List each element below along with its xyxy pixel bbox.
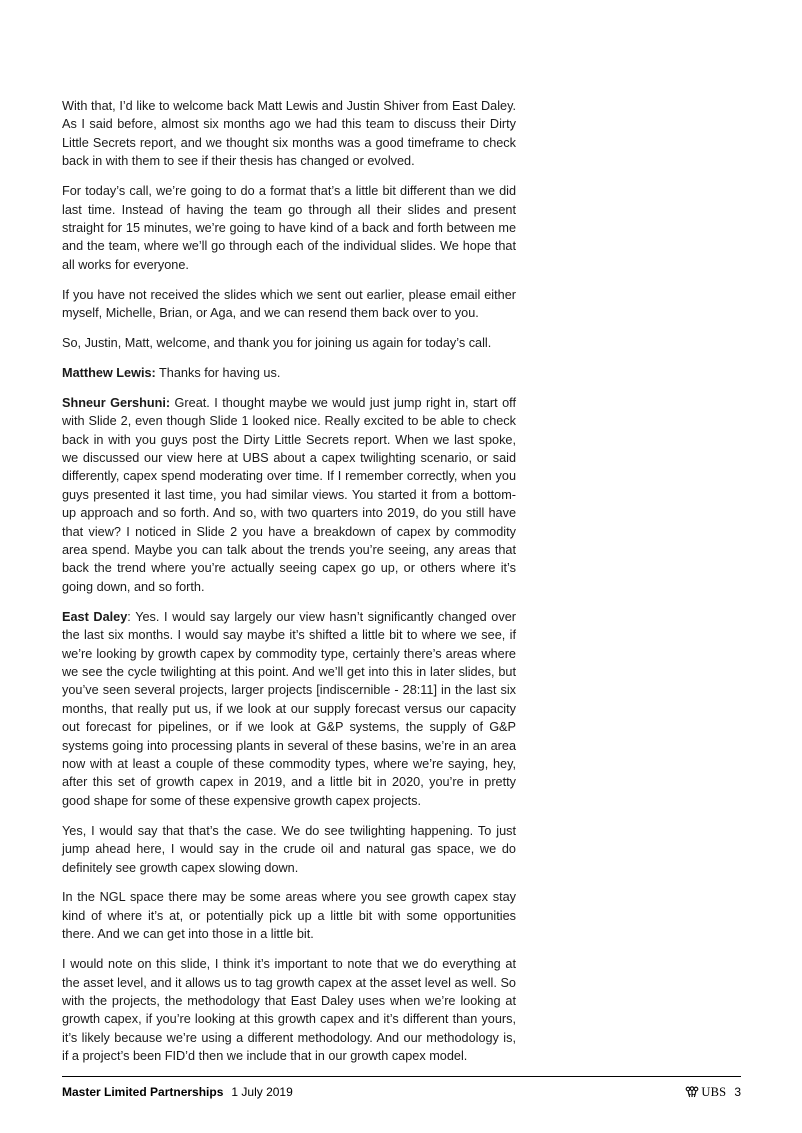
footer-date: 1 July 2019 [231, 1085, 293, 1099]
speaker-name: Matthew Lewis: [62, 365, 156, 380]
page-number: 3 [734, 1085, 741, 1099]
speaker-name: Shneur Gershuni: [62, 395, 171, 410]
paragraph [62, 608, 516, 810]
footer-right [685, 1083, 741, 1101]
ubs-logo-text: UBS [701, 1085, 727, 1099]
footer-report-title: Master Limited Partnerships [62, 1085, 224, 1099]
paragraph-text: For today’s call, we’re going to do a format that’s a little bit different than we did last time. Instead of having the team go through all their slides and present straight for 15 minutes, we’re going to have kind of a back and forth between me and the team, where we’ll go through each of the individual slides. We hope that all works for everyone. [62, 184, 516, 272]
paragraph-text: In the NGL space there may be some areas where you see growth capex stay kind of where it’s at, or potentially pick up a little bit with some opportunities there. And we can get into those in a little bit. [62, 890, 516, 942]
document-body [62, 97, 516, 1077]
paragraph [62, 394, 516, 596]
paragraph [62, 182, 516, 274]
paragraph-text: So, Justin, Matt, welcome, and thank you for joining us again for today’s call. [62, 335, 492, 350]
paragraph [62, 364, 516, 382]
paragraph [62, 822, 516, 877]
paragraph [62, 97, 516, 171]
paragraph [62, 286, 516, 323]
paragraph [62, 955, 516, 1065]
paragraph-text: I would note on this slide, I think it’s important to note that we do everything at the asset level, and it allows us to tag growth capex at the asset level as well. So with the projects, the methodology that East Daley uses when we’re looking at growth capex, if you’re looking at this growth capex and it’s different than yours, it’s likely because we’re using a different methodology. And our methodology is, if a project’s been FID’d then we include that in our growth capex model. [62, 957, 516, 1064]
paragraph-text: With that, I’d like to welcome back Matt Lewis and Justin Shiver from East Daley. As I said before, almost six months ago we had this team to discuss their Dirty Little Secrets report, and we thought six months was a good timeframe to check back in with them to see if their thesis has changed or evolved. [62, 99, 516, 169]
ubs-logo [685, 1083, 726, 1101]
paragraph-text: Thanks for having us. [155, 365, 281, 380]
paragraph [62, 334, 516, 352]
paragraph-text: If you have not received the slides which we sent out earlier, please email either myself, Michelle, Brian, or Aga, and we can resend them back over to you. [62, 287, 516, 321]
speaker-name: East Daley [62, 609, 128, 624]
footer-divider [62, 1076, 741, 1077]
paragraph-text: : Yes. I would say largely our view hasn’t significantly changed over the last six months. I would say maybe it’s shifted a little bit to where we see, if we’re looking by growth capex by commodity type, certainly there’s areas where we see the cycle twilighting at this point. And we’ll get into this in later slides, but you’ve seen several projects, larger projects [indiscernible - 28:11] in the last six months, that really put us, if we look at our supply forecast versus our capacity out forecast for pipelines, or if we look at G&P systems, the supply of G&P systems going into processing plants in several of these basins, we’re in an area now with at least a couple of these commodity types, where we’re saying, hey, after this set of growth capex in 2019, and a little bit in 2020, you’re in pretty good shape for some of these expensive growth capex projects. [62, 609, 516, 808]
page-footer [62, 1083, 741, 1101]
paragraph-text: Great. I thought maybe we would just jump right in, start off with Slide 2, even though Slide 1 looked nice. Really excited to be able to check back in with you guys post the Dirty Little Secrets report. When we last spoke, we discussed our view here at UBS about a capex twilighting scenario, or said differently, capex spend moderating over time. If I remember correctly, when you guys presented it last time, you had similar views. You started it from a bottom-up approach and so forth. And so, with two quarters into 2019, do you still have that view? I noticed in Slide 2 you have a breakdown of capex by commodity area spend. Maybe you can talk about the trends you’re seeing, any areas that back the trend where you’re actually seeing capex go up, or others where it’s going down, and so forth. [62, 395, 516, 594]
ubs-keys-icon [685, 1086, 699, 1098]
footer-left [62, 1083, 293, 1101]
paragraph [62, 888, 516, 943]
paragraph-text: Yes, I would say that that’s the case. We do see twilighting happening. To just jump ahead here, I would say in the crude oil and natural gas space, we do definitely see growth capex slowing down. [62, 823, 516, 875]
